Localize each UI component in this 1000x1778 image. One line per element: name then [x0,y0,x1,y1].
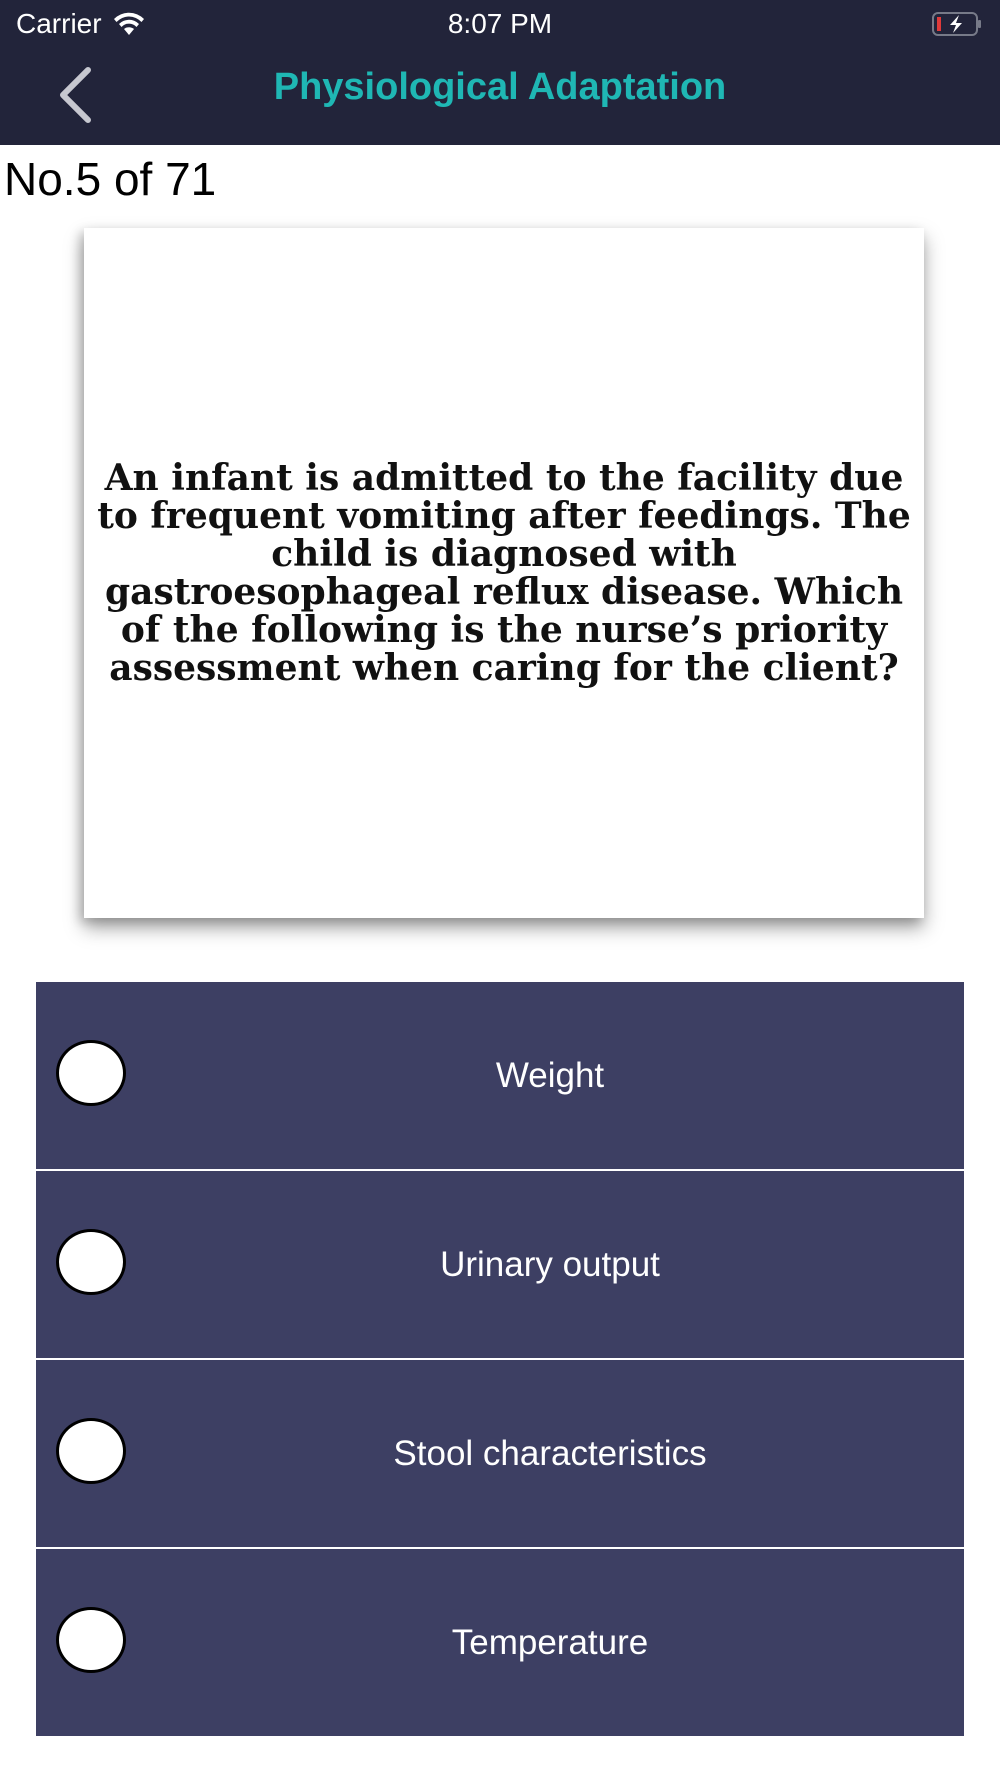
radio-button[interactable] [56,1040,126,1106]
clock: 8:07 PM [447,8,553,39]
answer-option-label: Temperature [451,1622,649,1662]
question-counter: No.5 of 71 [4,153,217,205]
back-button[interactable] [40,50,110,140]
answer-option-label: Stool characteristics [393,1433,707,1473]
status-bar [0,0,1000,50]
radio-button[interactable] [56,1607,126,1673]
radio-button[interactable] [56,1418,126,1484]
question-card [84,228,924,918]
battery-low-charging-icon [932,12,982,36]
answer-options [36,982,964,1736]
page-title: Physiological Adaptation [273,66,727,108]
nav-bar [0,50,1000,145]
chevron-left-icon [55,66,95,124]
answer-option-temperature[interactable] [36,1549,964,1736]
carrier-label: Carrier [16,8,102,39]
answer-option-label: Weight [495,1055,605,1095]
radio-button[interactable] [56,1229,126,1295]
answer-option-stool-characteristics[interactable] [36,1360,964,1549]
question-text: An infant is admitted to the facility due to frequent vomiting after feedings. The child is diagnosed with gastroesophageal reflux disease. Which of the following is the nurse’s priority assessment when caring for the client? [97,457,911,689]
answer-option-weight[interactable] [36,982,964,1171]
answer-option-label: Urinary output [440,1244,660,1284]
top-bar [0,0,1000,145]
answer-option-urinary-output[interactable] [36,1171,964,1360]
